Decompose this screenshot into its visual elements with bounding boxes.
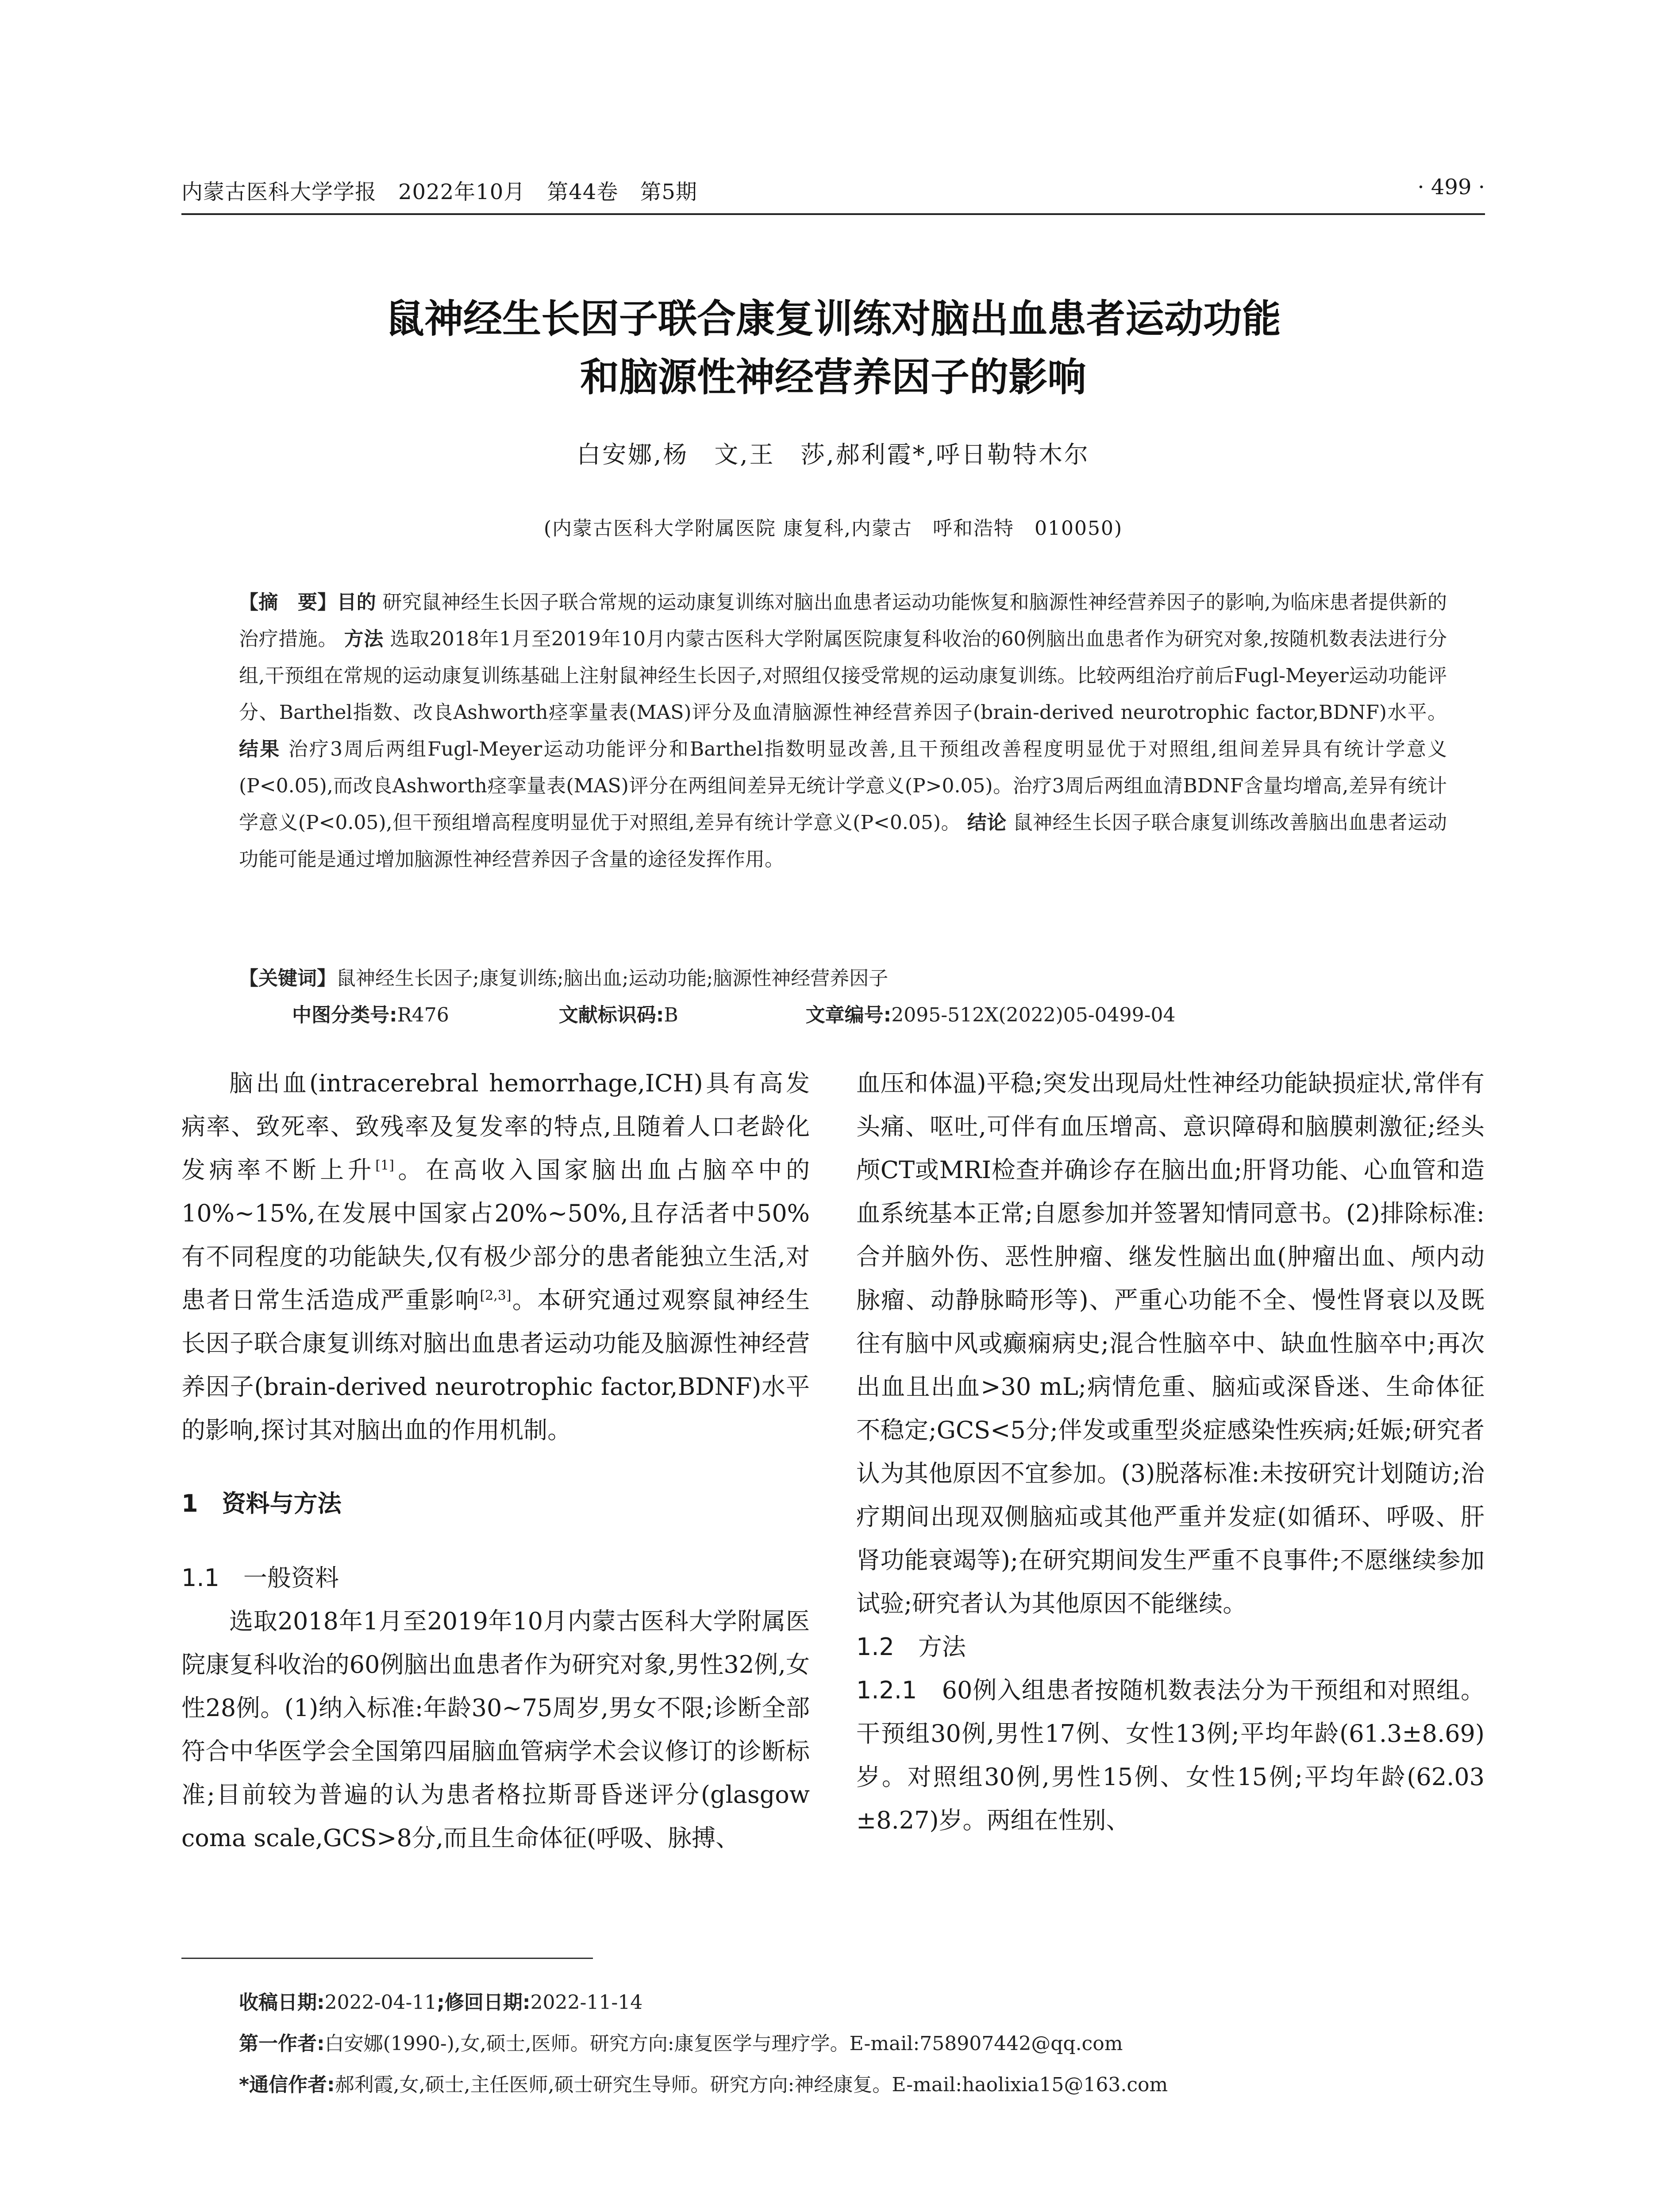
methods-paragraph: [856, 1669, 1485, 1842]
ref-2-3: [2,3]: [480, 1288, 512, 1303]
clc-value: R476: [397, 1004, 449, 1026]
objective-text: 研究鼠神经生长因子联合常规的运动康复训练对脑出血患者运动功能恢复和脑源性神经营养因子的影响,为临床患者提供新的治疗措施。: [239, 591, 1447, 650]
intro-text-a: 脑出血(intracerebral hemorrhage,ICH)具有高发病率、致死率、致残率及复发率的特点,且随着人口老龄化发病率不断上升: [181, 1069, 810, 1184]
corresponding-author-footnote: [239, 2064, 1522, 2105]
page-number: · 499 ·: [1417, 175, 1485, 200]
article-title: [181, 290, 1485, 407]
article-no-label: 文章编号:: [805, 1004, 892, 1026]
methods-paragraph-text: 60例入组患者按随机数表法分为干预组和对照组。干预组30例,男性17例、女性13例;平均年龄(61.3±8.69)岁。对照组30例,男性15例、女性15例;平均年龄(62.03 ±8.27)岁。两组在性别、: [856, 1676, 1485, 1834]
first-author-text: 白安娜(1990-),女,硕士,医师。研究方向:康复医学与理疗学。E-mail:758907442@qq.com: [324, 2032, 1123, 2055]
footnotes: [239, 1982, 1522, 2105]
title-line-2: 和脑源性神经营养因子的影响: [580, 354, 1086, 400]
keywords-text: 鼠神经生长因子;康复训练;脑出血;运动功能;脑源性神经营养因子: [336, 967, 889, 990]
revised-label: ;修回日期:: [437, 1991, 531, 2014]
methods-label: 方法: [344, 628, 384, 650]
subsection-heading-1-1: 1.1 一般资料: [181, 1564, 339, 1592]
doc-code-label: 文献标识码:: [558, 1004, 664, 1026]
received-label: 收稿日期:: [239, 1991, 325, 2014]
intro-text-c: 。本研究通过观察鼠神经生长因子联合康复训练对脑出血患者运动功能及脑源性神经营养因子(brain-derived neurotrophic factor,BDNF)水平的影响,探讨其对脑出血的作用机制。: [181, 1286, 810, 1444]
general-data-paragraph: 选取2018年1月至2019年10月内蒙古医科大学附属医院康复科收治的60例脑出血患者作为研究对象,男性32例,女性28例。(1)纳入标准:年龄30~75周岁,男女不限;诊断全部符合中华医学会全国第四届脑血管病学术会议修订的诊断标准;目前较为普遍的认为患者格拉斯哥昏迷评分(glasgow coma scale,GCS>8分,而且生命体征(呼吸、脉搏、: [181, 1607, 810, 1852]
keywords-label: 【关键词】: [239, 967, 336, 990]
corresponding-author-text: 郝利霞,女,硕士,主任医师,硕士研究生导师。研究方向:神经康复。E-mail:haolixia15@163.com: [335, 2074, 1168, 2096]
intro-text-b: 。在高收入国家脑出血占脑卒中的10%~15%,在发展中国家占20%~50%,且存活者中50%有不同程度的功能缺失,仅有极少部分的患者能独立生活,对患者日常生活造成严重影响: [181, 1156, 810, 1314]
classification-line: [292, 997, 1447, 1033]
first-author-label: 第一作者:: [239, 2032, 325, 2055]
body-column-left: [181, 1062, 810, 1860]
corresponding-author-label: *通信作者:: [239, 2074, 335, 2096]
conclusion-text: 鼠神经生长因子联合康复训练改善脑出血患者运动功能可能是通过增加脑源性神经营养因子含量的途径发挥作用。: [239, 811, 1447, 871]
title-line-1: 鼠神经生长因子联合康复训练对脑出血患者运动功能: [385, 296, 1281, 342]
subsection-number-1-2-1: 1.2.1: [856, 1676, 917, 1704]
ref-1: [1]: [375, 1158, 394, 1173]
revised-date: 2022-11-14: [530, 1991, 643, 2014]
body-column-right: [856, 1062, 1485, 1842]
results-text: 治疗3周后两组Fugl-Meyer运动功能评分和Barthel指数明显改善,且干预组改善程度明显优于对照组,组间差异具有统计学意义(P<0.05),而改良Ashworth痉挛量表(MAS)评分在两组间差异无统计学意义(P>0.05)。治疗3周后两组血清BDNF含量均增高,差异有统计学意义(P<0.05),但干预组增高程度明显优于对照组,差异有统计学意义(P<0.05)。: [239, 738, 1447, 834]
footnote-rule: [181, 1958, 593, 1959]
article-no-value: 2095-512X(2022)05-0499-04: [891, 1004, 1176, 1026]
first-author-footnote: [239, 2023, 1522, 2064]
dates-footnote: [239, 1982, 1522, 2023]
results-label: 结果: [239, 738, 281, 760]
abstract: [239, 584, 1447, 878]
objective-label: 目的: [337, 591, 377, 614]
doc-code-value: B: [664, 1004, 678, 1026]
methods-text: 选取2018年1月至2019年10月内蒙古医科大学附属医院康复科收治的60例脑出血患者作为研究对象,按随机数表法进行分组,干预组在常规的运动康复训练基础上注射鼠神经生长因子,对照组仅接受常规的运动康复训练。比较两组治疗前后Fugl-Meyer运动功能评分、Barthel指数、改良Ashworth痉挛量表(MAS)评分及血清脑源性神经营养因子(brain-derived neurotrophic factor,BDNF)水平。: [239, 628, 1447, 724]
abstract-label: 【摘 要】: [239, 591, 337, 614]
clc-label: 中图分类号:: [292, 1004, 397, 1026]
keywords: [239, 960, 1447, 997]
intro-paragraph: [181, 1062, 810, 1452]
running-header: 内蒙古医科大学学报 2022年10月 第44卷 第5期: [181, 180, 697, 204]
conclusion-label: 结论: [967, 811, 1007, 834]
subsection-heading-1-2: 1.2 方法: [856, 1633, 966, 1661]
general-data-paragraph-continued: 血压和体温)平稳;突发出现局灶性神经功能缺损症状,常伴有头痛、呕吐,可伴有血压增高、意识障碍和脑膜刺激征;经头颅CT或MRI检查并确诊存在脑出血;肝肾功能、心血管和造血系统基本正常;自愿参加并签署知情同意书。(2)排除标准:合并脑外伤、恶性肿瘤、继发性脑出血(肿瘤出血、颅内动脉瘤、动静脉畸形等)、严重心功能不全、慢性肾衰以及既往有脑中风或癫痫病史;混合性脑卒中、缺血性脑卒中;再次出血且出血>30 mL;病情危重、脑疝或深昏迷、生命体征不稳定;GCS<5分;伴发或重型炎症感染性疾病;妊娠;研究者认为其他原因不宜参加。(3)脱落标准:未按研究计划随访;治疗期间出现双侧脑疝或其他严重并发症(如循环、呼吸、肝肾功能衰竭等);在研究期间发生严重不良事件;不愿继续参加试验;研究者认为其他原因不能继续。: [856, 1069, 1485, 1617]
received-date: 2022-04-11: [324, 1991, 437, 2014]
author-list: 白安娜,杨 文,王 莎,郝利霞*,呼日勒特木尔: [577, 441, 1090, 469]
header-rule: [181, 213, 1485, 215]
affiliation: (内蒙古医科大学附属医院 康复科,内蒙古 呼和浩特 010050): [543, 517, 1123, 540]
section-heading-1: 1 资料与方法: [181, 1490, 342, 1517]
